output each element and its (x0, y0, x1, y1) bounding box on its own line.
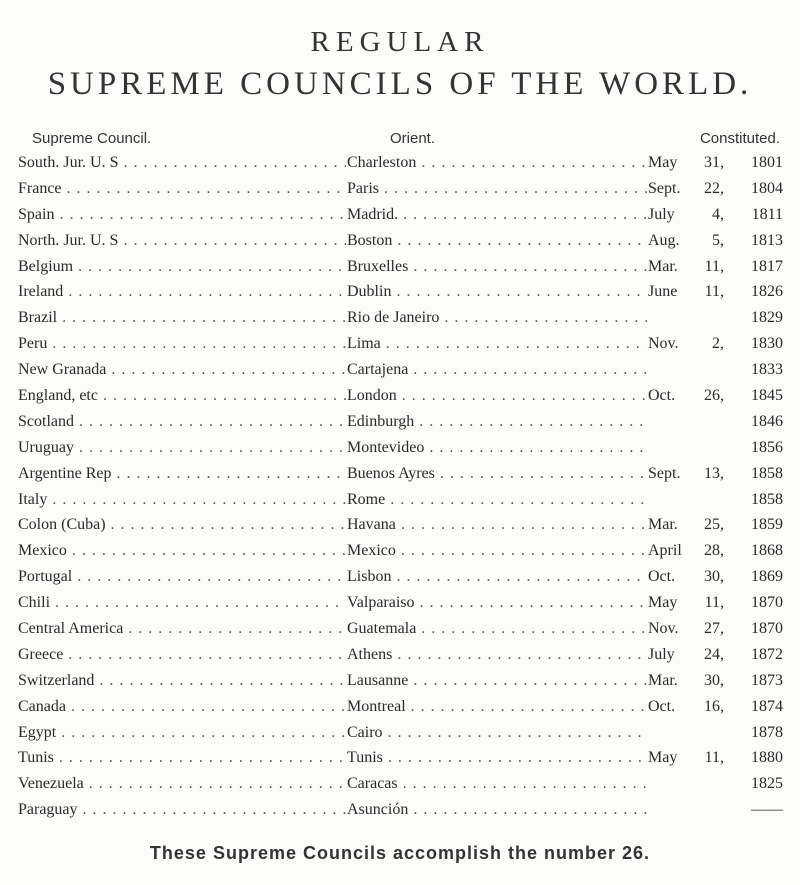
table-row (0, 279, 800, 305)
orient-cell: Lisbon . . . (347, 564, 647, 590)
table-row (0, 331, 800, 357)
table-row (0, 797, 800, 823)
table-row (0, 564, 800, 590)
month-cell: Nov. (648, 616, 700, 642)
table-row (0, 642, 800, 668)
orient-cell: Madrid. . . . (347, 202, 647, 228)
month-cell: July (648, 642, 700, 668)
year-cell: 1859 (727, 512, 783, 538)
table-row (0, 590, 800, 616)
year-cell: 1858 (727, 461, 783, 487)
orient-cell: Havana . . . (347, 512, 647, 538)
table-row (0, 409, 800, 435)
month-cell: Mar. (648, 668, 700, 694)
table-row (0, 461, 800, 487)
council-cell: Colon (Cuba) . . . (18, 512, 346, 538)
council-cell: Portugal . . . (18, 564, 346, 590)
year-cell: 1846 (727, 409, 783, 435)
month-cell: May (648, 590, 700, 616)
month-cell: Oct. (648, 564, 700, 590)
orient-cell: Rome . . . (347, 487, 647, 513)
month-cell: April (648, 538, 700, 564)
council-cell: North. Jur. U. S . . . (18, 228, 346, 254)
day-cell: 26, (694, 383, 724, 409)
orient-cell: Cairo . . . (347, 720, 647, 746)
year-cell: 1869 (727, 564, 783, 590)
year-cell: 1804 (727, 176, 783, 202)
year-cell: 1833 (727, 357, 783, 383)
year-cell: 1830 (727, 331, 783, 357)
day-cell: 11, (694, 590, 724, 616)
day-cell: 2, (694, 331, 724, 357)
table-row (0, 512, 800, 538)
table-row (0, 176, 800, 202)
orient-cell: Bruxelles . . . (347, 254, 647, 280)
page-subtitle: SUPREME COUNCILS OF THE WORLD. (47, 66, 753, 102)
day-cell: 25, (694, 512, 724, 538)
year-cell: —— (727, 797, 783, 823)
council-cell: Venezuela . . . (18, 771, 346, 797)
orient-cell: London . . . (347, 383, 647, 409)
council-cell: Spain . . . (18, 202, 346, 228)
day-cell: 13, (694, 461, 724, 487)
column-header-council: Supreme Council. (32, 130, 152, 147)
table-row (0, 305, 800, 331)
orient-cell: Dublin . . . (347, 279, 647, 305)
column-header-orient: Orient. (390, 130, 436, 147)
year-cell: 1813 (727, 228, 783, 254)
council-cell: Scotland . . . (18, 409, 346, 435)
table-row (0, 202, 800, 228)
year-cell: 1826 (727, 279, 783, 305)
orient-cell: Asunción . . . (347, 797, 647, 823)
day-cell: 28, (694, 538, 724, 564)
month-cell: Sept. (648, 176, 700, 202)
year-cell: 1829 (727, 305, 783, 331)
council-cell: Paraguay . . . (18, 797, 346, 823)
council-cell: Uruguay . . . (18, 435, 346, 461)
year-cell: 1873 (727, 668, 783, 694)
year-cell: 1870 (727, 590, 783, 616)
day-cell: 4, (694, 202, 724, 228)
council-cell: Brazil . . . (18, 305, 346, 331)
council-cell: Chili . . . (18, 590, 346, 616)
council-cell: South. Jur. U. S . . . (18, 150, 346, 176)
month-cell: June (648, 279, 700, 305)
orient-cell: Athens . . . (347, 642, 647, 668)
council-cell: Central America . . . (18, 616, 346, 642)
day-cell: 24, (694, 642, 724, 668)
day-cell: 22, (694, 176, 724, 202)
table-row (0, 616, 800, 642)
orient-cell: Guatemala . . . (347, 616, 647, 642)
day-cell: 11, (694, 279, 724, 305)
year-cell: 1858 (727, 487, 783, 513)
table-row (0, 150, 800, 176)
table-row (0, 694, 800, 720)
council-cell: New Granada . . . (18, 357, 346, 383)
column-header-constituted: Constituted. (699, 130, 780, 147)
council-cell: Italy . . . (18, 487, 346, 513)
table-row (0, 435, 800, 461)
orient-cell: Edinburgh . . . (347, 409, 647, 435)
day-cell: 11, (694, 254, 724, 280)
table-row (0, 745, 800, 771)
council-cell: England, etc . . . (18, 383, 346, 409)
month-cell: Mar. (648, 512, 700, 538)
year-cell: 1872 (727, 642, 783, 668)
year-cell: 1811 (727, 202, 783, 228)
year-cell: 1874 (727, 694, 783, 720)
day-cell: 30, (694, 564, 724, 590)
year-cell: 1825 (727, 771, 783, 797)
council-cell: Ireland . . . (18, 279, 346, 305)
month-cell: Oct. (648, 694, 700, 720)
table-row (0, 228, 800, 254)
month-cell: July (648, 202, 700, 228)
council-cell: Greece . . . (18, 642, 346, 668)
year-cell: 1880 (727, 745, 783, 771)
day-cell: 31, (694, 150, 724, 176)
orient-cell: Caracas . . . (347, 771, 647, 797)
month-cell: May (648, 150, 700, 176)
council-cell: Mexico . . . (18, 538, 346, 564)
council-cell: Peru . . . (18, 331, 346, 357)
footnote: These Supreme Councils accomplish the number 26. (149, 843, 651, 863)
year-cell: 1870 (727, 616, 783, 642)
orient-cell: Tunis . . . (347, 745, 647, 771)
council-cell: Tunis . . . (18, 745, 346, 771)
table-row (0, 487, 800, 513)
orient-cell: Lima . . . (347, 331, 647, 357)
month-cell: Oct. (648, 383, 700, 409)
orient-cell: Boston . . . (347, 228, 647, 254)
orient-cell: Mexico . . . (347, 538, 647, 564)
day-cell: 5, (694, 228, 724, 254)
month-cell: Aug. (648, 228, 700, 254)
day-cell: 30, (694, 668, 724, 694)
orient-cell: Lausanne . . . (347, 668, 647, 694)
year-cell: 1817 (727, 254, 783, 280)
orient-cell: Charleston . . . (347, 150, 647, 176)
council-cell: Switzerland . . . (18, 668, 346, 694)
orient-cell: Rio de Janeiro . . . (347, 305, 647, 331)
orient-cell: Valparaiso . . . (347, 590, 647, 616)
day-cell: 11, (694, 745, 724, 771)
day-cell: 16, (694, 694, 724, 720)
year-cell: 1845 (727, 383, 783, 409)
table-row (0, 771, 800, 797)
council-cell: France . . . (18, 176, 346, 202)
council-table (0, 150, 800, 823)
year-cell: 1868 (727, 538, 783, 564)
month-cell: Nov. (648, 331, 700, 357)
council-cell: Argentine Rep . . . (18, 461, 346, 487)
table-row (0, 357, 800, 383)
council-cell: Belgium . . . (18, 254, 346, 280)
orient-cell: Paris . . . (347, 176, 647, 202)
month-cell: Mar. (648, 254, 700, 280)
month-cell: May (648, 745, 700, 771)
year-cell: 1856 (727, 435, 783, 461)
year-cell: 1801 (727, 150, 783, 176)
table-row (0, 720, 800, 746)
day-cell: 27, (694, 616, 724, 642)
month-cell: Sept. (648, 461, 700, 487)
table-row (0, 254, 800, 280)
orient-cell: Cartajena . . . (347, 357, 647, 383)
council-cell: Egypt . . . (18, 720, 346, 746)
orient-cell: Montreal . . . (347, 694, 647, 720)
orient-cell: Montevideo . . . (347, 435, 647, 461)
year-cell: 1878 (727, 720, 783, 746)
council-cell: Canada . . . (18, 694, 346, 720)
table-row (0, 383, 800, 409)
table-row (0, 668, 800, 694)
orient-cell: Buenos Ayres . . . (347, 461, 647, 487)
page-title: REGULAR (310, 26, 490, 58)
table-row (0, 538, 800, 564)
